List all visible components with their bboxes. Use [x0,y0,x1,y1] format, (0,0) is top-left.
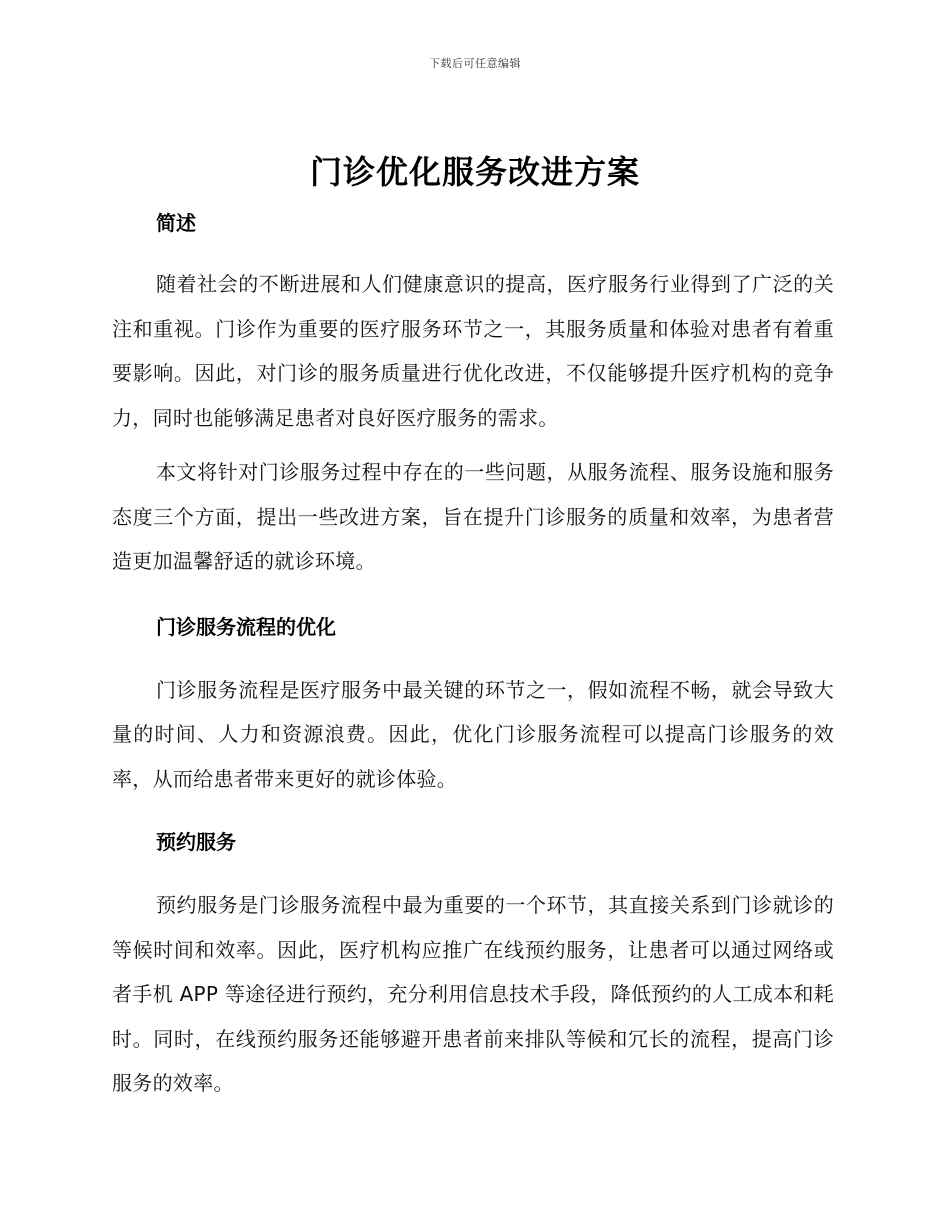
intro-paragraph-2: 本文将针对门诊服务过程中存在的一些问题，从服务流程、服务设施和服务态度三个方面，提出一些改进方案，旨在提升门诊服务的质量和效率，为患者营造更加温馨舒适的就诊环境。 [112,460,834,573]
section-heading-brief: 简述 [156,211,196,235]
section-heading-appointment: 预约服务 [156,830,236,854]
header-note: 下载后可任意编辑 [429,57,521,70]
intro-paragraph-1: 随着社会的不断进展和人们健康意识的提高，医疗服务行业得到了广泛的关注和重视。门诊作为重要的医疗服务环节之一，其服务质量和体验对患者有着重要影响。因此，对门诊的服务质量进行优化改进，不仅能够提升医疗机构的竞争力，同时也能够满足患者对良好医疗服务的需求。 [112,272,834,430]
appointment-paragraph: 预约服务是门诊服务流程中最为重要的一个环节，其直接关系到门诊就诊的等候时间和效率。因此，医疗机构应推广在线预约服务，让患者可以通过网络或者手机 APP 等途径进行预约，充分利用信息技术手段，降低预约的人工成本和耗时。同时，在线预约服务还能够避开患者前来排队等候和冗长的流程，提高门诊服务的效率。 [112,893,834,1095]
document-body [112,202,834,1106]
document-title: 门诊优化服务改进方案 [309,153,640,191]
flow-paragraph: 门诊服务流程是医疗服务中最关键的环节之一，假如流程不畅，就会导致大量的时间、人力和资源浪费。因此，优化门诊服务流程可以提高门诊服务的效率，从而给患者带来更好的就诊体验。 [112,677,834,791]
section-heading-flow-optimization: 门诊服务流程的优化 [156,614,336,639]
